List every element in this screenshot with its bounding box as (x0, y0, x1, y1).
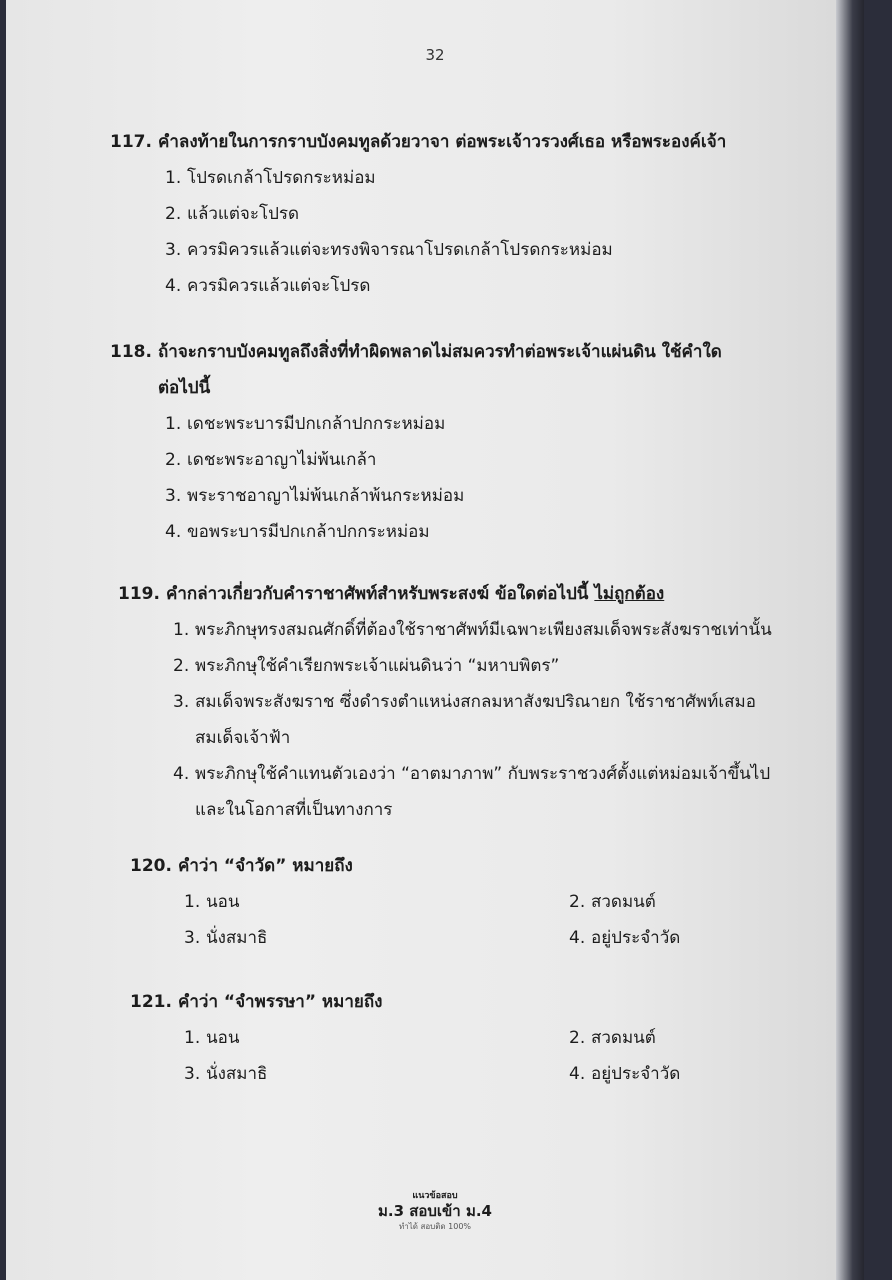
option: 3. พระราชอาญาไม่พ้นเกล้าพ้นกระหม่อม (165, 486, 465, 506)
option: 4. ควรมิควรแล้วแต่จะโปรด (165, 276, 371, 296)
question-number: 119. (118, 584, 160, 604)
option: 3. นั่งสมาธิ (184, 928, 268, 948)
option: 1. นอน (184, 1028, 240, 1048)
question-number: 121. (130, 992, 172, 1012)
options (184, 884, 830, 956)
option: 2. พระภิกษุใช้คำเรียกพระเจ้าแผ่นดินว่า “มหาบพิตร” (173, 656, 560, 676)
option: 2. สวดมนต์ (569, 1028, 656, 1048)
option: 3. นั่งสมาธิ (184, 1064, 268, 1084)
option: 4. อยู่ประจำวัด (569, 928, 681, 948)
footer-series: แนวข้อสอบ (412, 1191, 458, 1201)
options (184, 1020, 830, 1092)
option: 3. ควรมิควรแล้วแต่จะทรงพิจารณาโปรดเกล้าโปรดกระหม่อม (165, 240, 613, 260)
question-text: ถ้าจะกราบบังคมทูลถึงสิ่งที่ทำผิดพลาดไม่สมควรทำต่อพระเจ้าแผ่นดิน ใช้คำใด (158, 342, 722, 362)
book-footer (6, 1188, 864, 1233)
page-number: 32 (425, 46, 445, 64)
option: 4. ขอพระบารมีปกเกล้าปกกระหม่อม (165, 522, 430, 542)
option: 1. พระภิกษุทรงสมณศักดิ์ที่ต้องใช้ราชาศัพท์มีเฉพาะเพียงสมเด็จพระสังฆราชเท่านั้น (173, 620, 772, 640)
question-117 (110, 124, 850, 304)
option: 1. โปรดเกล้าโปรดกระหม่อม (165, 168, 376, 188)
option-continuation: สมเด็จเจ้าฟ้า (195, 728, 291, 748)
question-text: คำลงท้ายในการกราบบังคมทูลด้วยวาจา ต่อพระเจ้าวรวงศ์เธอ หรือพระองค์เจ้า (158, 132, 727, 152)
question-text: คำว่า “จำพรรษา” หมายถึง (178, 992, 383, 1012)
question-number: 118. (110, 342, 152, 362)
option: 2. สวดมนต์ (569, 892, 656, 912)
option-continuation: และในโอกาสที่เป็นทางการ (195, 800, 393, 820)
option: 4. พระภิกษุใช้คำแทนตัวเองว่า “อาตมาภาพ” กับพระราชวงศ์ตั้งแต่หม่อมเจ้าขึ้นไป (173, 764, 771, 784)
option: 2. แล้วแต่จะโปรด (165, 204, 300, 224)
option: 4. อยู่ประจำวัด (569, 1064, 681, 1084)
footer-tagline: ทำได้ สอบติด 100% (398, 1222, 472, 1231)
page-edge-shadow (836, 0, 864, 1280)
question-number: 120. (130, 856, 172, 876)
option: 1. เดชะพระบารมีปกเกล้าปกกระหม่อม (165, 414, 446, 434)
question-number: 117. (110, 132, 152, 152)
underlined-emphasis: ไม่ถูกต้อง (594, 584, 665, 604)
question-text: คำกล่าวเกี่ยวกับคำราชาศัพท์สำหรับพระสงฆ์ ข้อใดต่อไปนี้ (166, 584, 595, 604)
exam-page (6, 0, 864, 1280)
option: 3. สมเด็จพระสังฆราช ซึ่งดำรงตำแหน่งสกลมหาสังฆปริณายก ใช้ราชาศัพท์เสมอ (173, 692, 756, 712)
option: 1. นอน (184, 892, 240, 912)
question-119 (118, 576, 848, 828)
question-text-cont: ต่อไปนี้ (158, 378, 211, 398)
options (173, 612, 848, 828)
options (165, 160, 850, 304)
footer-title: ม.3 สอบเข้า ม.4 (378, 1202, 492, 1220)
options (165, 406, 850, 550)
question-120 (130, 848, 830, 956)
option: 2. เดชะพระอาญาไม่พ้นเกล้า (165, 450, 377, 470)
question-text: คำว่า “จำวัด” หมายถึง (178, 856, 353, 876)
question-121 (130, 984, 830, 1092)
question-118 (110, 334, 850, 550)
